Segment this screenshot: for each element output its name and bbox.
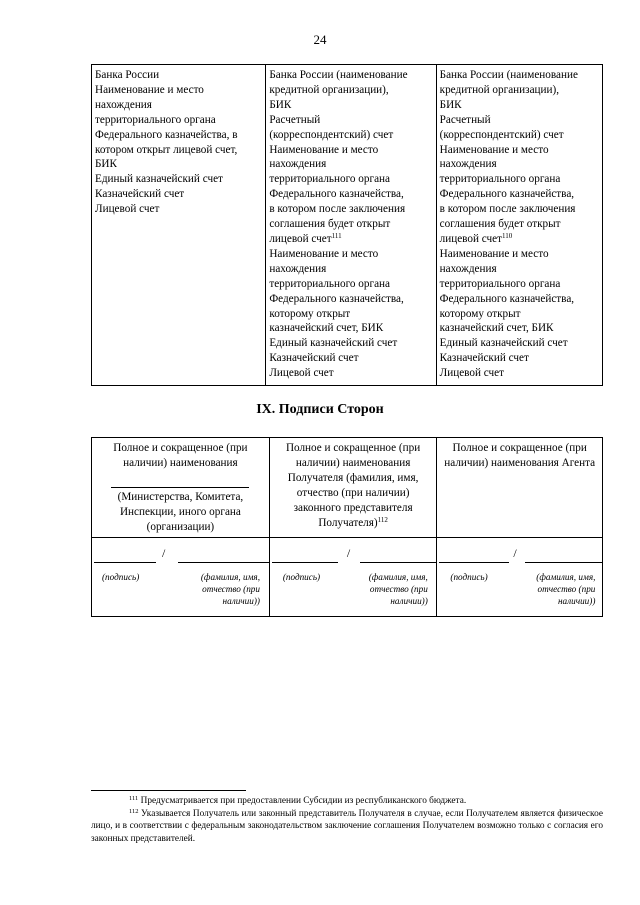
footnote-ref-111: 111 [331,231,342,240]
requisite-line: БИК [95,158,117,171]
requisite-line: кредитной организации), [439,83,560,96]
requisite-line: Казначейский счет [439,352,529,365]
footnote-112: $^{112}$ Указывается Получатель или законный представитель Получателя в случае, если Получателем является физическое лицо, и в соответствии с федеральным законодательством заключение соглашения Получателем возможно только с согласия его законных представителей. [91,807,603,844]
requisite-line: Наименование и место [439,247,549,260]
slash-separator: / [346,546,351,560]
requisite-line: Федерального казначейства, [439,292,575,305]
footnote-ref-112: 112 [377,515,388,524]
requisite-line: Наименование и место [269,143,379,156]
name-caption: (фамилия, имя, отчество (при наличии)) [536,572,596,607]
requisites-col3-lines [440,68,600,232]
signature-caption: (подпись) [450,572,488,582]
requisite-line: (корреспондентский) счет [269,128,394,141]
requisites-col1-lines [95,68,263,217]
ministry-name-label: Полное и сокращенное (при наличии) наименования [113,442,248,469]
section-title: IX. Подписи Сторон [256,402,384,417]
requisite-line: Федерального казначейства, [269,188,404,201]
requisite-line: Казначейский счет [95,188,185,201]
ministry-name-blank-line [111,473,249,488]
footnote-111: $^{111}$ Предусматривается при предоставлении Субсидии из республиканского бюджета. [129,795,467,806]
signature-block-agent [437,538,603,617]
requisite-line: соглашения будет открыт [269,218,391,231]
requisite-line: в котором после заключения [269,203,406,216]
footnote-separator [91,790,246,791]
requisite-line: Наименование и место [439,143,549,156]
requisite-line: в котором после заключения [439,203,576,216]
slash-separator: / [513,546,517,560]
requisites-col3-account-line: лицевой счет$^{110}$ [439,231,513,245]
signature-header-ministry [92,438,270,538]
requisite-line: Наименование и место [95,83,204,96]
requisites-column-1 [92,65,266,386]
requisites-col2-lines-after [269,247,433,381]
requisite-line: соглашения будет открыт [439,218,561,231]
name-line [178,562,270,563]
signature-line [439,562,509,563]
requisite-line: Федерального казначейства, [439,188,575,201]
signature-caption: (подпись) [102,572,140,582]
requisites-column-3 [436,65,602,386]
requisite-line: БИК [269,98,292,111]
requisite-line: (корреспондентский) счет [439,128,564,141]
requisite-line: нахождения [269,158,327,171]
requisite-line: нахождения [439,262,497,275]
requisite-line: Лицевой счет [95,203,160,216]
signature-header-agent [437,438,603,538]
requisites-col2-lines [269,68,433,232]
name-caption: (фамилия, имя, отчество (при наличии)) [200,572,260,607]
requisite-line: нахождения [95,98,152,111]
requisites-col3-lines-after [440,247,600,381]
requisites-column-2 [266,65,436,386]
signature-block-recipient [269,538,437,617]
requisite-line: Лицевой счет [269,367,334,380]
footnotes [91,795,603,845]
signature-line [272,562,338,563]
slash-separator: / [162,546,166,560]
requisite-line: Банка России (наименование [439,69,578,81]
requisite-line: которому открыт [269,307,351,320]
page-number: 24 [313,32,327,47]
requisite-line: Единый казначейский счет [95,173,223,186]
requisite-line: нахождения [269,262,327,275]
ministry-note: (Министерства, Комитета, Инспекции, иного органа (организации) [117,490,244,533]
signature-block-ministry [92,538,270,617]
requisite-line: территориального органа [95,113,216,126]
requisite-line: Единый казначейский счет [269,337,398,350]
requisite-line: казначейский счет, БИК [269,322,384,335]
requisite-line: Единый казначейский счет [439,337,568,350]
requisites-col2-account-line: лицевой счет$^{111}$ [269,231,342,245]
requisite-line: территориального органа [269,277,390,290]
requisite-line: Банка России [95,69,160,81]
name-line [525,562,603,563]
signature-header-recipient [269,438,437,538]
footnote-ref-110: 110 [502,231,513,240]
requisite-line: территориального органа [439,277,561,290]
requisite-line: Федерального казначейства, в [95,128,238,141]
requisite-line: котором открыт лицевой счет, [95,143,238,156]
requisite-line: казначейский счет, БИК [439,322,554,335]
requisite-line: Банка России (наименование [269,69,408,81]
requisite-line: Наименование и место [269,247,379,260]
requisite-line: Расчетный [439,113,491,126]
name-caption: (фамилия, имя, отчество (при наличии)) [368,572,428,607]
signatures-table [91,437,603,617]
requisite-line: кредитной организации), [269,83,389,96]
signature-caption: (подпись) [282,572,321,582]
signature-line [94,562,156,563]
name-line [360,562,436,563]
requisite-line: Казначейский счет [269,352,359,365]
recipient-name-label: Полное и сокращенное (при наличии) наименования Получателя (фамилия, имя, отчество (при наличии) законного представителя Получателя) [285,442,421,529]
requisite-line: нахождения [439,158,497,171]
requisite-line: БИК [439,98,462,111]
requisite-line: Лицевой счет [439,367,504,380]
requisite-line: территориального органа [269,173,390,186]
requisite-line: территориального органа [439,173,561,186]
requisite-line: Расчетный [269,113,321,126]
bank-requisites-table [91,64,603,386]
requisite-line: которому открыт [439,307,521,320]
agent-name-label: Полное и сокращенное (при наличии) наименования Агента [444,442,596,469]
requisite-line: Федерального казначейства, [269,292,404,305]
